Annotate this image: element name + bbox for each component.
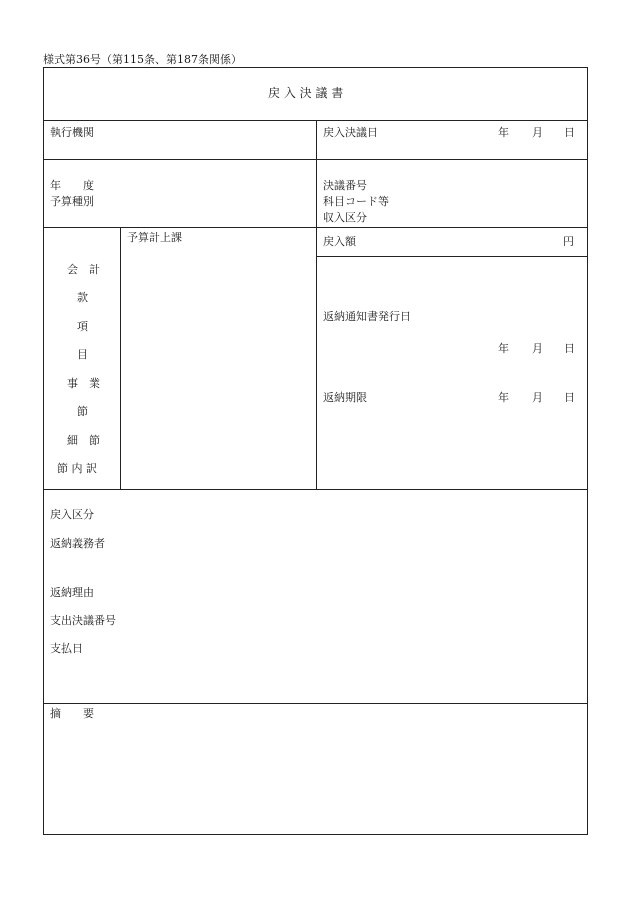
deadline-year: 年 [498,391,509,404]
rule-details-bottom [43,703,588,704]
refund-reason-label: 返納理由 [50,586,94,599]
deadline-month: 月 [532,391,543,404]
account-item-kou: 項 [77,320,88,333]
account-code-label: 科目コード等 [323,195,389,208]
fiscal-year-do: 度 [83,179,94,192]
form-number: 様式第36号（第115条、第187条関係） [43,53,242,66]
account-item-kan: 款 [77,291,88,304]
refund-category-label: 戻入区分 [50,508,94,521]
rule-accounts-bottom [43,489,588,490]
decision-date-month: 月 [532,126,543,139]
account-item-jigyou: 事 業 [67,377,100,390]
form-title: 戻 入 決 議 書 [268,86,344,100]
deadline-day: 日 [564,391,575,404]
payment-date-label: 支払日 [50,642,83,655]
budget-type-label: 予算種別 [50,195,94,208]
decision-date-day: 日 [564,126,575,139]
notice-date-year: 年 [498,342,509,355]
notice-date-day: 日 [564,342,575,355]
decision-date-year: 年 [498,126,509,139]
account-item-setsu-uchiwake: 節 内 訳 [57,462,97,475]
revenue-category-label: 収入区分 [323,211,367,224]
refund-deadline-label: 返納期限 [323,391,367,404]
refund-decision-date-label: 戻入決議日 [323,126,378,139]
rule-amount-bottom [317,256,588,257]
notice-date-month: 月 [532,342,543,355]
account-item-saisetsu: 細 節 [67,434,100,447]
rule-account-label-divider [120,227,121,489]
budget-section-label: 予算計上課 [127,231,182,244]
account-item-setsu: 節 [77,405,88,418]
summary-label-you: 要 [83,707,94,720]
summary-label-teki: 摘 [50,707,61,720]
payment-decision-number-label: 支出決議番号 [50,614,116,627]
refund-notice-date-label: 返納通知書発行日 [323,310,411,323]
decision-number-label: 決議番号 [323,179,367,192]
fiscal-year-nen: 年 [50,179,61,192]
executing-agency-label: 執行機関 [50,126,94,139]
refund-amount-label: 戻入額 [323,235,356,248]
yen-unit: 円 [563,235,574,248]
rule-middle-divider [316,120,317,489]
refund-obligor-label: 返納義務者 [50,537,105,550]
account-item-moku: 目 [77,348,88,361]
account-item-kaikei: 会 計 [67,263,100,276]
